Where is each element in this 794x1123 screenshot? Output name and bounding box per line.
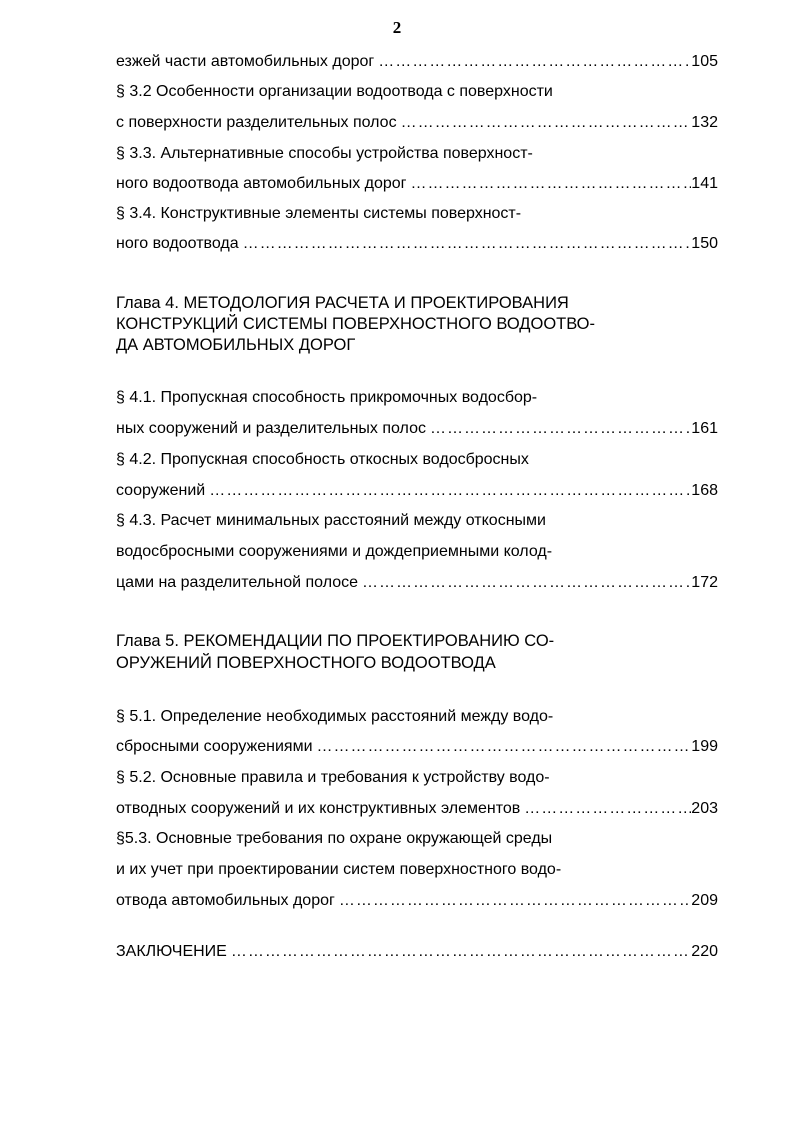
toc-entry-section-3-2-line-2 xyxy=(116,112,718,134)
dot-leader xyxy=(209,480,691,501)
dot-leader xyxy=(339,890,691,911)
toc-page-number: 141 xyxy=(691,175,718,192)
toc-entry-section-4-2-line-2 xyxy=(116,480,718,502)
chapter-5-title-line-2: ОРУЖЕНИЙ ПОВЕРХНОСТНОГО ВОДООТВОДА xyxy=(116,654,496,672)
toc-entry-section-4-3-line-1: § 4.3. Расчет минимальных расстояний между откосными xyxy=(116,512,546,529)
chapter-4-title-line-2: КОНСТРУКЦИЙ СИСТЕМЫ ПОВЕРХНОСТНОГО ВОДООТВО- xyxy=(116,315,596,333)
toc-entry-section-3-3-line-2 xyxy=(116,173,718,195)
toc-entry-text: сбросными сооружениями xyxy=(116,738,313,755)
dot-leader xyxy=(317,736,692,757)
dot-leader xyxy=(378,51,691,72)
chapter-4-title-line-3: ДА АВТОМОБИЛЬНЫХ ДОРОГ xyxy=(116,336,356,354)
toc-entry-text: ных сооружений и разделительных полос xyxy=(116,420,426,437)
toc-entry-section-3-1-continued xyxy=(116,51,718,73)
toc-entry-text: ЗАКЛЮЧЕНИЕ xyxy=(116,943,227,960)
toc-entry-section-5-2-line-2 xyxy=(116,798,718,820)
chapter-4-title-line-1: Глава 4. МЕТОДОЛОГИЯ РАСЧЕТА И ПРОЕКТИРОВАНИЯ xyxy=(116,294,569,312)
toc-entry-section-3-4-line-1: § 3.4. Конструктивные элементы системы поверхност- xyxy=(116,205,522,222)
toc-entry-text: езжей части автомобильных дорог xyxy=(116,53,375,70)
toc-entry-text: ного водоотвода автомобильных дорог xyxy=(116,175,407,192)
toc-page-number: 161 xyxy=(691,420,718,437)
toc-entry-section-4-1-line-1: § 4.1. Пропускная способность прикромочных водосбор- xyxy=(116,389,538,406)
dot-leader xyxy=(430,418,691,439)
toc-entry-section-3-2-line-1: § 3.2 Особенности организации водоотвода с поверхности xyxy=(116,83,553,100)
toc-entry-section-5-1-line-2 xyxy=(116,736,718,758)
toc-entry-section-5-3-line-2: и их учет при проектировании систем поверхностного водо- xyxy=(116,861,562,878)
toc-entry-section-5-1-line-1: § 5.1. Определение необходимых расстояний между водо- xyxy=(116,708,554,725)
toc-page-number: 168 xyxy=(691,482,718,499)
dot-leader xyxy=(411,173,692,194)
toc-entry-section-3-4-line-2 xyxy=(116,233,718,255)
chapter-5-title-line-1: Глава 5. РЕКОМЕНДАЦИИ ПО ПРОЕКТИРОВАНИЮ СО- xyxy=(116,632,555,650)
toc-entry-section-3-3-line-1: § 3.3. Альтернативные способы устройства поверхност- xyxy=(116,145,533,162)
toc-entry-section-4-3-line-3 xyxy=(116,572,718,594)
toc-entry-section-5-3-line-1: §5.3. Основные требования по охране окружающей среды xyxy=(116,830,553,847)
toc-page-number: 209 xyxy=(691,892,718,909)
toc-page-number: 150 xyxy=(691,235,718,252)
toc-page-number: 199 xyxy=(691,738,718,755)
toc-entry-section-4-3-line-2: водосбросными сооружениями и дождеприемными колод- xyxy=(116,543,553,560)
toc-page-number: 172 xyxy=(691,574,718,591)
dot-leader xyxy=(231,941,691,962)
toc-page-number: 132 xyxy=(691,114,718,131)
dot-leader xyxy=(243,233,692,254)
dot-leader xyxy=(524,798,691,819)
toc-entry-conclusion xyxy=(116,941,718,963)
dot-leader xyxy=(401,112,692,133)
toc-page-number: 105 xyxy=(691,53,718,70)
toc-entry-text: отвода автомобильных дорог xyxy=(116,892,335,909)
toc-page-number: 220 xyxy=(691,943,718,960)
toc-entry-text: цами на разделительной полосе xyxy=(116,574,359,591)
page-number: 2 xyxy=(392,18,402,37)
toc-entry-section-4-1-line-2 xyxy=(116,418,718,440)
toc-entry-text: отводных сооружений и их конструктивных элементов xyxy=(116,800,521,817)
dot-leader xyxy=(362,572,691,593)
toc-entry-section-4-2-line-1: § 4.2. Пропускная способность откосных водосбросных xyxy=(116,451,529,468)
toc-entry-text: ного водоотвода xyxy=(116,235,239,252)
toc-entry-text: сооружений xyxy=(116,482,206,499)
toc-page-number: 203 xyxy=(691,800,718,817)
toc-entry-section-5-3-line-3 xyxy=(116,890,718,912)
toc-entry-text: с поверхности разделительных полос xyxy=(116,114,397,131)
toc-entry-section-5-2-line-1: § 5.2. Основные правила и требования к устройству водо- xyxy=(116,769,550,786)
